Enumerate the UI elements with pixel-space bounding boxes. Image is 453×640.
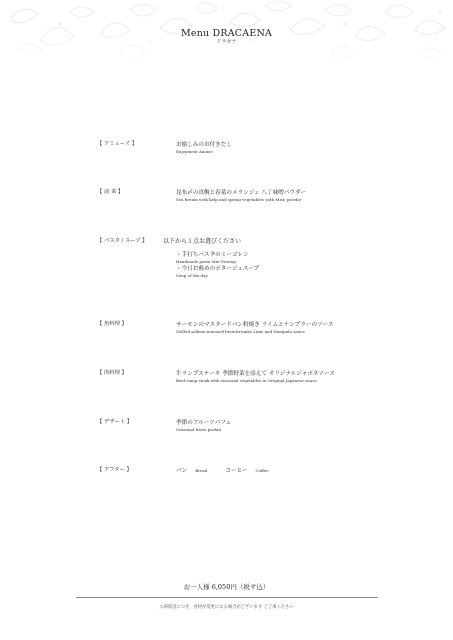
dish-name-en: Soup of the day [176, 273, 208, 278]
divider [76, 597, 378, 598]
dish-name-en: Beef rump steak with seasonal vegetables in Original Japanese sauce [176, 378, 317, 383]
course-category: 【 前 菜 】 [97, 189, 124, 195]
course-category: 【 アミューズ 】 [97, 141, 138, 147]
dish-name-en: Enjoyment Amuse [176, 149, 213, 154]
course-body [176, 467, 406, 475]
dish-name-jp: ・今日お薦めのポタージュスープ [176, 266, 260, 272]
dish-name-jp: サーモンのマスタードパン粉焼き ライムとナンプラーのソース [176, 322, 334, 328]
dish-name-jp: お愉しみのお付きだし [176, 142, 232, 148]
after-items [176, 467, 406, 475]
menu-subtitle: ドラセナ [216, 39, 237, 45]
course-body [176, 141, 406, 155]
after-item-jp: コーヒー [225, 468, 248, 474]
dish-name-en: Handmade pasta Mie-Goreng [176, 259, 236, 264]
dish-name-jp: 牛ランプステーキ 季節野菜を添えて オリジナルジャポネソース [176, 371, 335, 377]
choice-instruction: 以下から１点お選びください [163, 238, 242, 245]
dish-name-en: Seasonal fruits parfait [176, 427, 222, 432]
dish-name-en: Grilled salmon mustard breadcrumbs Lime and Nampula sauce [176, 329, 305, 334]
course-category: 【 デザート 】 [97, 419, 133, 425]
dish-name-en: Sea bream with kelp and spring vegetables with Miso powder [176, 197, 302, 202]
course-category: 【 パスタ / スープ 】 [97, 238, 148, 244]
dish-name-jp: ・手打ちパスタのミーゴレン [176, 252, 249, 258]
course-body [176, 251, 406, 279]
price-per-person: お一人様 6,050円（税サ込） [183, 583, 270, 591]
after-item-en: Bread [195, 468, 208, 473]
dish-name-jp: 昆布〆の真鯛と春菜のメランジェ 八丁味噌パウダー [176, 190, 307, 196]
after-item-en: Coffee [255, 468, 269, 473]
dish-name-jp: 季節のフルーツパフェ [176, 420, 232, 426]
course-category: 【 魚料理 】 [97, 321, 127, 327]
footer-note: 入荷状況につき、食材が変更になる場合がございます ご了承ください [159, 605, 294, 610]
course-body [176, 321, 406, 335]
course-body [176, 370, 406, 384]
menu-title: Menu DRACAENA [180, 28, 273, 39]
course-category: 【 アフター 】 [97, 467, 132, 473]
after-item-jp: パン [176, 468, 188, 474]
menu-header [0, 28, 453, 46]
course-category: 【 肉料理 】 [97, 370, 127, 376]
course-body [176, 189, 406, 203]
course-body [176, 419, 406, 433]
